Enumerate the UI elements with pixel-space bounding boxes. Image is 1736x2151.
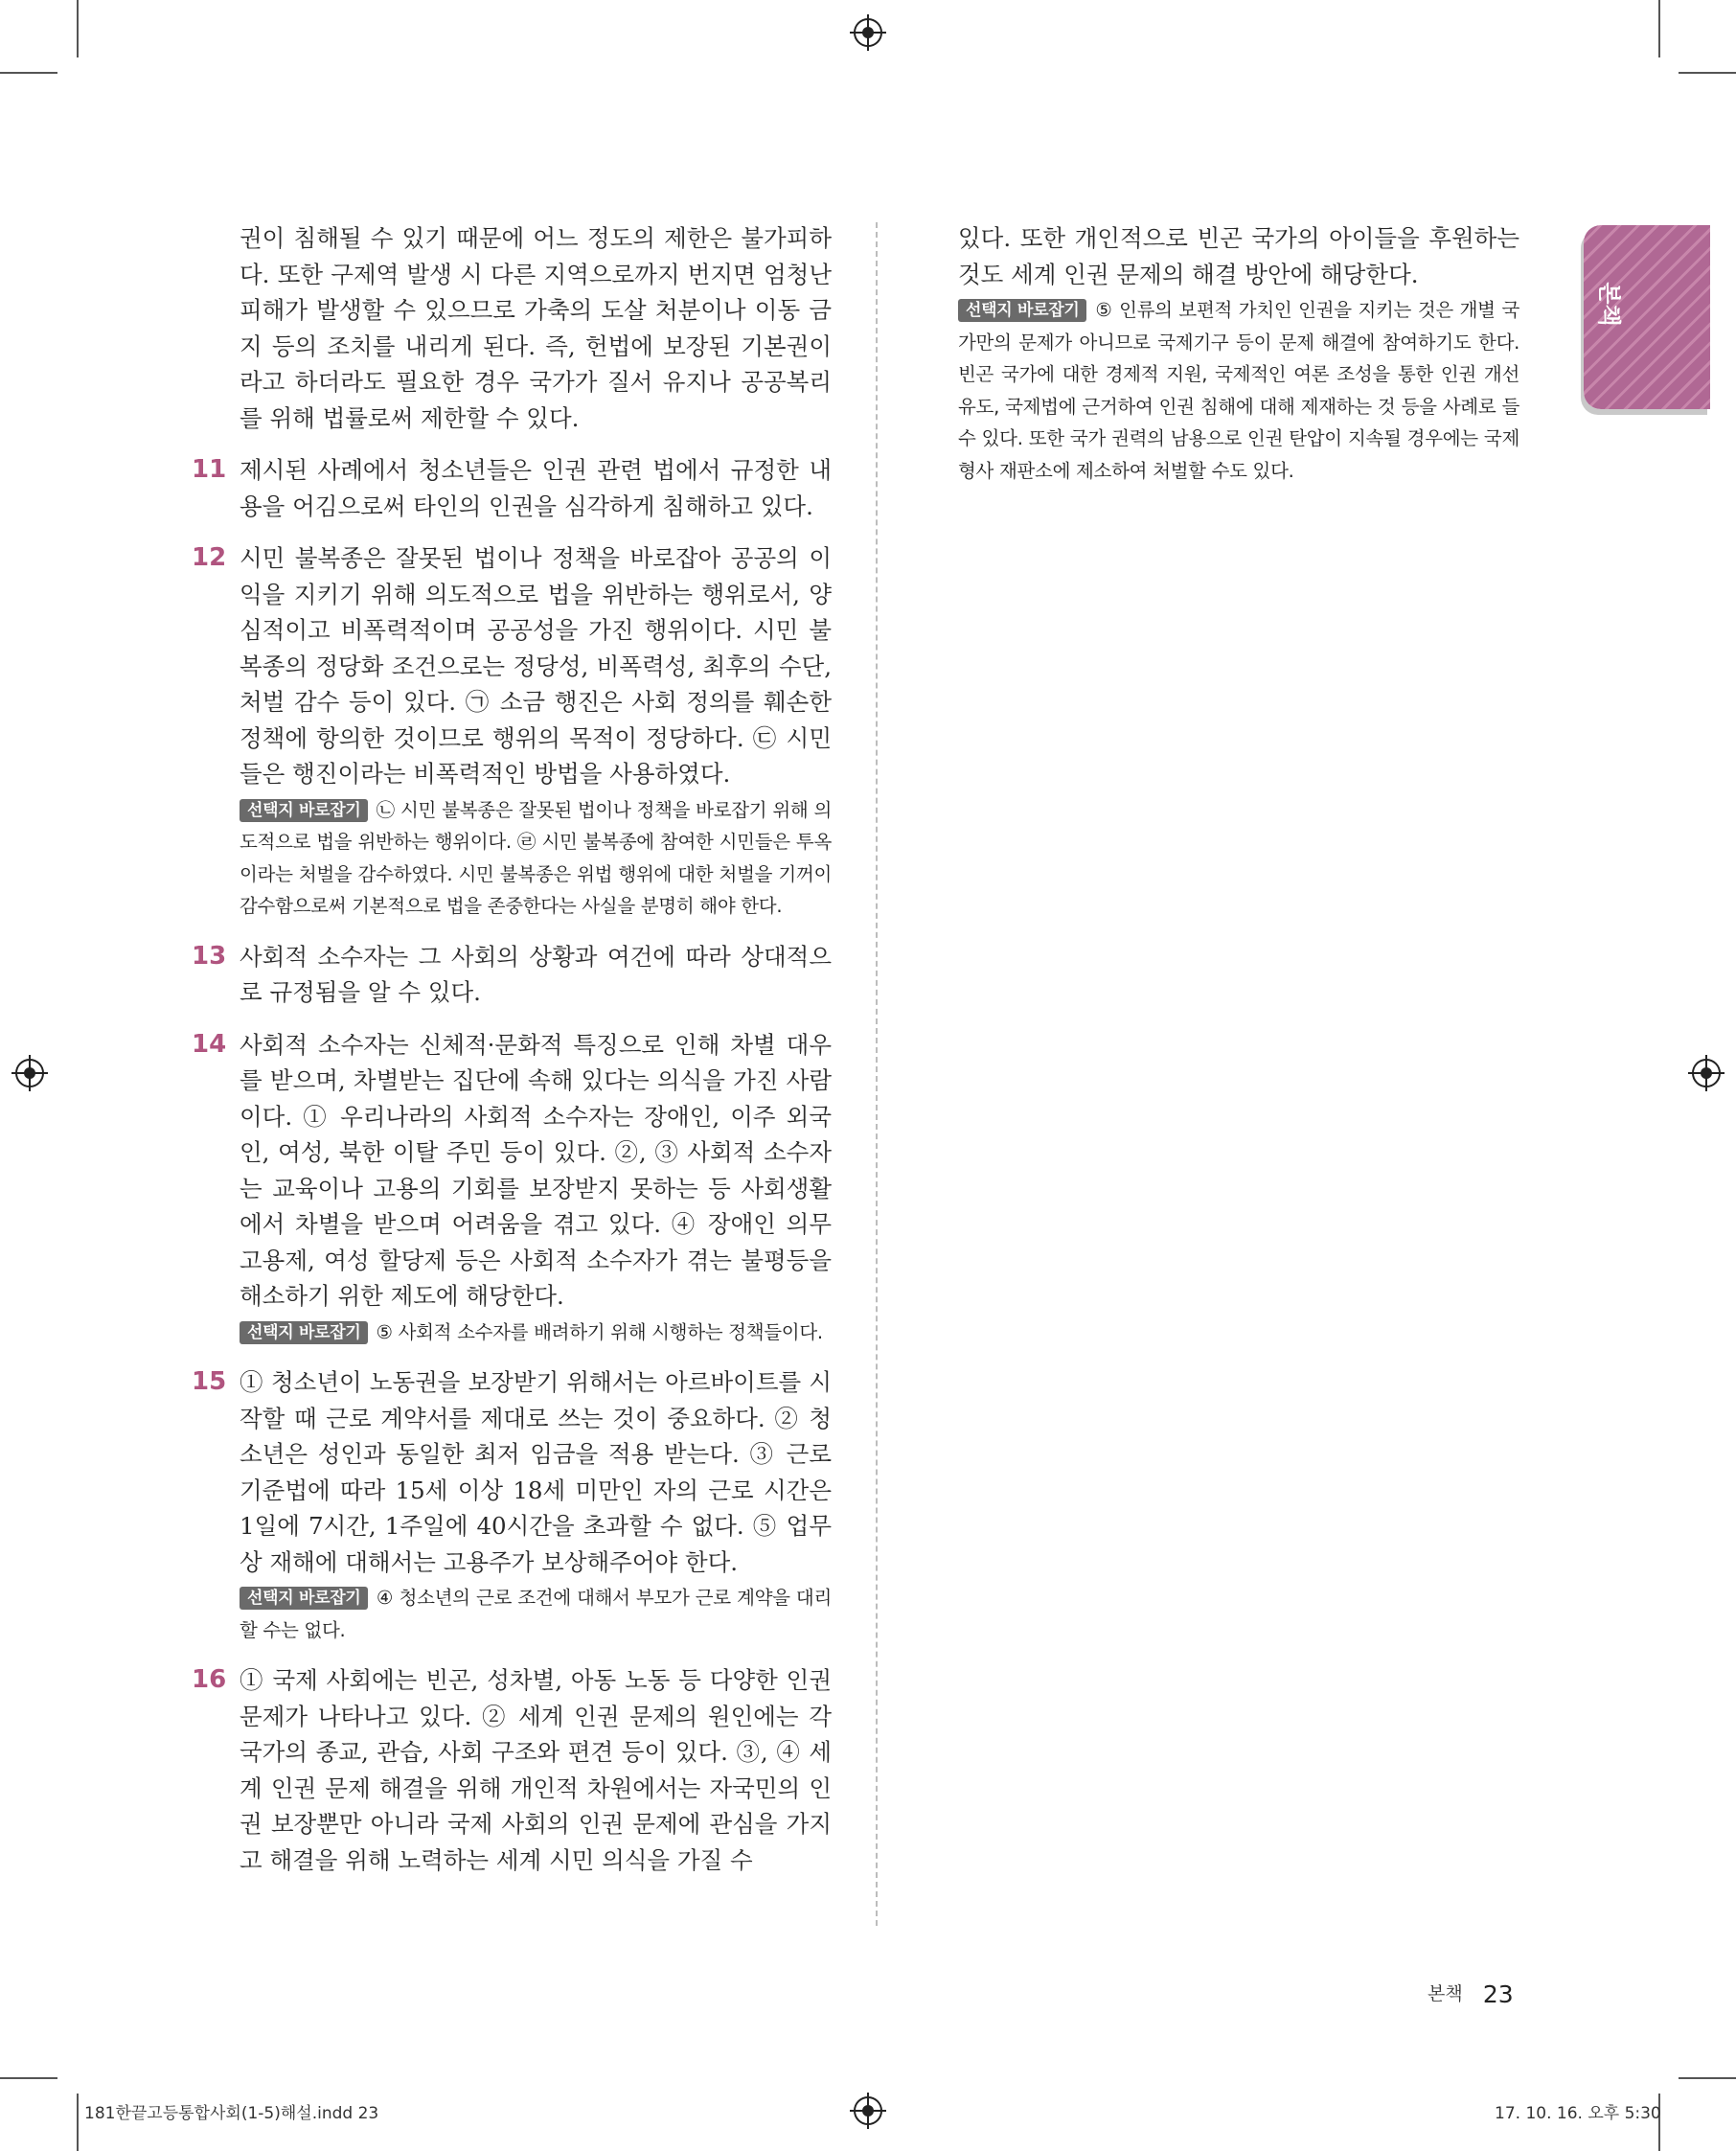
correction-badge: 선택지 바로잡기	[240, 1321, 368, 1344]
correction-badge: 선택지 바로잡기	[240, 1587, 368, 1610]
answer-item-13	[192, 939, 832, 1011]
correction-note	[958, 294, 1519, 487]
registration-mark-icon	[854, 18, 882, 47]
crop-mark	[0, 2077, 57, 2079]
crop-mark	[77, 2094, 79, 2151]
answer-item-16	[192, 1662, 832, 1878]
footer-label: 본책	[1428, 1983, 1463, 2004]
answer-item-15	[192, 1364, 832, 1646]
registration-mark-icon	[15, 1059, 44, 1087]
crop-mark	[1679, 72, 1736, 74]
crop-mark	[77, 0, 79, 57]
correction-text: ⑤ 사회적 소수자를 배려하기 위해 시행하는 정책들이다.	[376, 1320, 823, 1343]
answer-item-11	[192, 452, 832, 524]
item-text: 사회적 소수자는 그 사회의 상황과 여건에 따라 상대적으로 규정됨을 알 수 있다.	[240, 942, 832, 1006]
correction-note	[240, 1316, 832, 1349]
registration-mark-icon	[854, 2096, 882, 2125]
item-text: ① 국제 사회에는 빈곤, 성차별, 아동 노동 등 다양한 인권 문제가 나타나고 있다. ② 세계 인권 문제의 원인에는 각 국가의 종교, 관습, 사회 구조와 편견 등이 있다. ③, ④ 세계 인권 문제 해결을 위해 개인적 차원에서는 자국민의 인권 보장뿐만 아니라 국제 사회의 인권 문제에 관심을 가지고 해결을 위해 노력하는 세계 시민 의식을 가질 수	[240, 1666, 832, 1874]
crop-mark	[1658, 0, 1660, 57]
correction-badge: 선택지 바로잡기	[958, 299, 1086, 322]
page-footer	[1428, 1979, 1514, 2008]
continued-paragraph: 권이 침해될 수 있기 때문에 어느 정도의 제한은 불가피하다. 또한 구제역 발생 시 다른 지역으로까지 번지면 엄청난 피해가 발생할 수 있으므로 가축의 도살 처분이나 이동 금지 등의 조치를 내리게 된다. 즉, 헌법에 보장된 기본권이라고 하더라도 필요한 경우 국가가 질서 유지나 공공복리를 위해 법률로써 제한할 수 있다.	[240, 224, 832, 432]
left-column	[192, 220, 832, 1878]
slug-filename: 181한끝고등통합사회(1-5)해설.indd 23	[84, 2104, 379, 2123]
continued-paragraph: 있다. 또한 개인적으로 빈곤 국가의 아이들을 후원하는 것도 세계 인권 문제의 해결 방안에 해당한다.	[958, 224, 1519, 288]
item-number: 13	[192, 941, 227, 971]
item-number: 12	[192, 543, 227, 572]
item-text: 사회적 소수자는 신체적·문화적 특징으로 인해 차별 대우를 받으며, 차별받는 집단에 속해 있다는 의식을 가진 사람이다. ① 우리나라의 사회적 소수자는 장애인, 이주 외국인, 여성, 북한 이탈 주민 등이 있다. ②, ③ 사회적 소수자는 교육이나 고용의 기회를 보장받지 못하는 등 사회생활에서 차별을 받으며 어려움을 겪고 있다. ④ 장애인 의무 고용제, 여성 할당제 등은 사회적 소수자가 겪는 불평등을 해소하기 위한 제도에 해당한다.	[240, 1030, 832, 1310]
page-number: 23	[1482, 1980, 1514, 2008]
right-column	[958, 220, 1519, 487]
correction-text: ㉡ 시민 불복종은 잘못된 법이나 정책을 바로잡기 위해 의도적으로 법을 위반하는 행위이다. ㉣ 시민 불복종에 참여한 시민들은 투옥이라는 처벌을 감수하였다. 시민 불복종은 위법 행위에 대한 처벌을 기꺼이 감수함으로써 기본적으로 법을 존중한다는 사실을 분명히 해야 한다.	[240, 798, 832, 917]
item-text: 시민 불복종은 잘못된 법이나 정책을 바로잡아 공공의 이익을 지키기 위해 의도적으로 법을 위반하는 행위로서, 양심적이고 비폭력적이며 공공성을 가진 행위이다. 시민 불복종의 정당화 조건으로는 정당성, 비폭력성, 최후의 수단, 처벌 감수 등이 있다. ㉠ 소금 행진은 사회 정의를 훼손한 정책에 항의한 것이므로 행위의 목적이 정당하다. ㉢ 시민들은 행진이라는 비폭력적인 방법을 사용하였다.	[240, 544, 832, 788]
item-number: 15	[192, 1367, 227, 1396]
side-tab-label: 본책	[1595, 282, 1623, 327]
column-divider	[876, 222, 878, 1926]
correction-text: ⑤ 인류의 보편적 가치인 인권을 지키는 것은 개별 국가만의 문제가 아니므로 국제기구 등이 문제 해결에 참여하기도 한다. 빈곤 국가에 대한 경제적 지원, 국제적인 여론 조성을 통한 인권 개선 유도, 국제법에 근거하여 인권 침해에 대해 제재하는 것 등을 사례로 들 수 있다. 또한 국가 권력의 남용으로 인권 탄압이 지속될 경우에는 국제 형사 재판소에 제소하여 처벌할 수도 있다.	[958, 299, 1519, 482]
correction-note	[240, 1582, 832, 1646]
correction-badge: 선택지 바로잡기	[240, 799, 368, 822]
registration-mark-icon	[1692, 1059, 1721, 1087]
correction-text: ④ 청소년의 근로 조건에 대해서 부모가 근로 계약을 대리할 수는 없다.	[240, 1587, 832, 1641]
answer-item-12	[192, 540, 832, 923]
item-number: 14	[192, 1029, 227, 1059]
answer-item-14	[192, 1027, 832, 1349]
slug-timestamp: 17. 10. 16. 오후 5:30	[1495, 2104, 1661, 2123]
item-number: 11	[192, 455, 227, 484]
item-text: ① 청소년이 노동권을 보장받기 위해서는 아르바이트를 시작할 때 근로 계약서를 제대로 쓰는 것이 중요하다. ② 청소년은 성인과 동일한 최저 임금을 적용 받는다. ③ 근로 기준법에 따라 15세 이상 18세 미만인 자의 근로 시간은 1일에 7시간, 1주일에 40시간을 초과할 수 없다. ⑤ 업무상 재해에 대해서는 고용주가 보상해주어야 한다.	[240, 1368, 832, 1576]
item-text: 제시된 사례에서 청소년들은 인권 관련 법에서 규정한 내용을 어김으로써 타인의 인권을 심각하게 침해하고 있다.	[240, 456, 832, 520]
correction-note	[240, 794, 832, 923]
crop-mark	[1679, 2077, 1736, 2079]
item-number: 16	[192, 1665, 227, 1694]
crop-mark	[0, 72, 57, 74]
